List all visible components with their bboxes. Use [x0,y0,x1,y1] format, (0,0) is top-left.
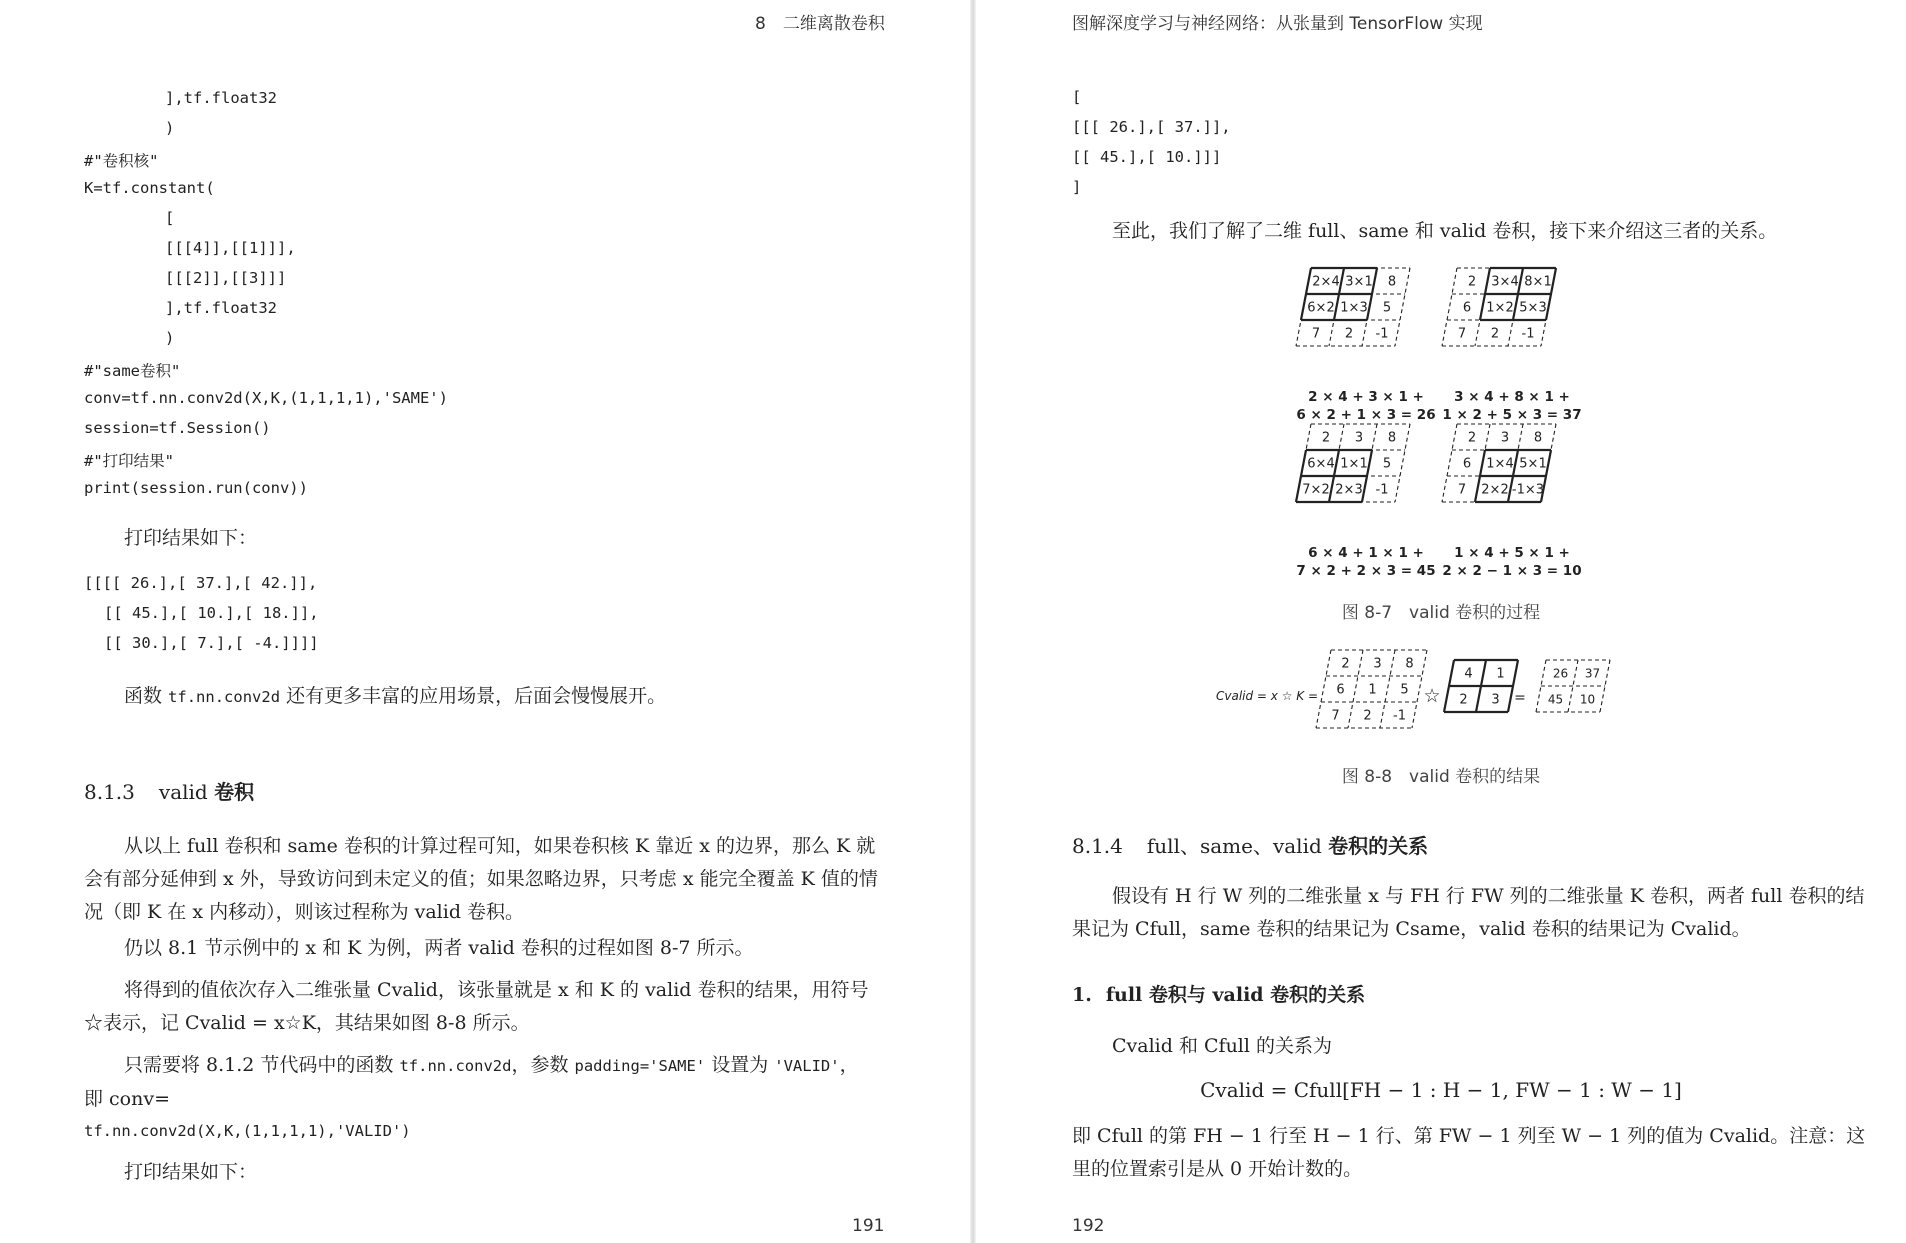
figure-8-8 [976,640,1906,750]
formula-panel-3: 6 × 4 + 1 × 1 + 7 × 2 + 2 × 3 = 45 [1296,545,1436,579]
output-line: [[ 45.],[ 10.]]] [1072,148,1222,166]
grid-cell-value: 1 [1368,682,1377,698]
grid-cell-value: 45 [1547,692,1564,707]
grid-cell-value: 5 [1400,682,1409,698]
grid-cell-value: 5×3 [1519,300,1547,316]
right-page [976,0,1906,1243]
grid-cell-value: 1×2 [1486,300,1514,316]
grid-cell-value: 6×2 [1307,300,1335,316]
output-line: [[ 45.],[ 10.],[ 18.]], [104,604,319,622]
result-matrix [1536,660,1610,712]
grid-cell-value: 1×3 [1340,300,1368,316]
grid-line [1442,424,1457,502]
grid-cell-value: 2 [1341,656,1350,672]
figure-8-8-caption: 图 8-8 valid 卷积的结果 [1341,767,1541,787]
grid-line [1316,650,1331,728]
paragraph: 仍以 8.1 节示例中的 x 和 K 为例，两者 valid 卷积的过程如图 8-7 所示。 [124,937,754,959]
x-matrix [1316,650,1427,728]
grid-cell-value: 6×4 [1307,456,1335,472]
paragraph: 即 Cfull 的第 FH − 1 行至 H − 1 行、第 FW − 1 列至 W − 1 列的值为 Cvalid。注意：这里的位置索引是从 0 开始计数的。 [1072,1125,1866,1180]
grid-cell-value: 6 [1462,300,1472,316]
code-line: [[[2]],[[3]]] [165,269,287,287]
grid-cell-value: 7×2 [1302,482,1330,498]
grid-line [1442,268,1457,346]
grid-cell-value: 6 [1336,682,1345,698]
output-line: [ [1072,88,1082,106]
intro-paragraph: 至此，我们了解了二维 full、same 和 valid 卷积，接下来介绍这三者的关系。 [1112,220,1778,242]
grid-line [1395,268,1410,346]
paragraph: 只需要将 8.1.2 节代码中的函数 tf.nn.conv2d，参数 padding='SAME' 设置为 'VALID'， [124,1054,859,1076]
print-intro: 打印结果如下： [124,1161,258,1183]
paragraph: 将得到的值依次存入二维张量 Cvalid，该张量就是 x 和 K 的 valid 卷积的结果，用符号☆表示，记 Cvalid = x☆K，其结果如图 8-8 所示。 [84,979,869,1034]
grid-cell-value: 2 [1344,326,1354,342]
code-line: [[[4]],[[1]]], [165,239,296,257]
grid-cell-value: 8 [1533,430,1543,446]
valid-conv-star-operator: ☆ [1423,685,1441,707]
figure-8-8-diagram [976,640,1906,750]
grid-cell-value: 7 [1457,326,1467,342]
grid-cell-value: 3 [1491,692,1500,708]
output-line: [[[[ 26.],[ 37.],[ 42.]], [84,574,318,592]
grid-cell-value: 6 [1462,456,1472,472]
grid-cell-value: 37 [1584,666,1601,681]
grid-cell-value: 3 [1373,656,1382,672]
equals-sign: = [1514,690,1526,706]
grid-cell-value: 8 [1387,430,1397,446]
grid-cell-value: 5 [1382,300,1392,316]
code-line: session=tf.Session() [84,419,271,437]
code-line: [ [165,209,175,227]
function-note: 函数 tf.nn.conv2d 还有更多丰富的应用场景，后面会慢慢展开。 [124,685,667,707]
grid-cell-value: 2 [1467,274,1477,290]
code-line: ) [165,329,175,347]
figure-8-7-diagram [976,258,1906,593]
grid-cell-value: 7 [1331,708,1340,724]
page-number: 192 [1072,1216,1105,1236]
page-number: 191 [852,1216,885,1236]
running-header: 8 二维离散卷积 [755,14,885,34]
formula-panel-1: 2 × 4 + 3 × 1 + 6 × 2 + 1 × 3 = 26 [1296,389,1436,423]
grid-cell-value: 2 [1321,430,1331,446]
running-header: 图解深度学习与神经网络：从张量到 TensorFlow 实现 [1072,14,1483,34]
grid-cell-value: 3 [1354,430,1364,446]
code-line: ],tf.float32 [165,299,277,317]
output-line: [[ 30.],[ 7.],[ -4.]]]] [104,634,319,652]
paragraph: 从以上 full 卷积和 same 卷积的计算过程可知，如果卷积核 K 靠近 x 的边界，那么 K 就会有部分延伸到 x 外，导致访问到未定义的值；如果忽略边界，只考虑 x 能完全覆盖 K 值的情况（即 K 在 x 内移动），则该过程称为 valid 卷积。 [84,835,878,923]
code-line: K=tf.constant( [84,179,215,197]
grid-cell-value: -1 [1521,326,1535,342]
grid-cell-value: 8 [1387,274,1397,290]
valid-step-panel-1 [1296,268,1410,346]
grid-cell-value: 8×1 [1524,274,1552,290]
grid-cell-value: 4 [1464,666,1473,682]
grid-cell-value: 2 [1467,430,1477,446]
relation-line: Cvalid 和 Cfull 的关系为 [1112,1035,1332,1057]
output-line: [[[ 26.],[ 37.]], [1072,118,1231,136]
section-heading-8-1-4: 8.1.4 full、same、valid 卷积的关系 [1072,834,1429,858]
grid-cell-value: 2×2 [1481,482,1509,498]
grid-cell-value: 2 [1363,708,1372,724]
grid-line [1395,424,1410,502]
output-line: ] [1072,178,1082,196]
code-line: conv=tf.nn.conv2d(X,K,(1,1,1,1),'SAME') [84,389,448,407]
grid-cell-value: -1 [1393,708,1406,724]
grid-cell-value: 8 [1405,656,1414,672]
paragraph: 假设有 H 行 W 列的二维张量 x 与 FH 行 FW 列的二维张量 K 卷积，两者 full 卷积的结果记为 Cfull，same 卷积的结果记为 Csame，valid 卷积的结果记为 Cvalid。 [1072,885,1865,940]
section-heading-8-1-3: 8.1.3 valid 卷积 [84,780,255,804]
equation-lhs: Cvalid = x ☆ K = [1216,689,1319,703]
grid-cell-value: 10 [1579,692,1596,707]
code-line: ) [165,119,175,137]
figure-8-7-caption: 图 8-7 valid 卷积的过程 [1341,603,1541,623]
code-line: tf.nn.conv2d(X,K,(1,1,1,1),'VALID') [84,1122,411,1140]
figure-8-7 [976,258,1906,593]
print-intro: 打印结果如下： [124,527,258,549]
k-matrix [1444,660,1518,712]
grid-cell-value: 1 [1496,666,1505,682]
valid-step-panel-2 [1442,268,1556,346]
subsection-heading: 1. full 卷积与 valid 卷积的关系 [1072,984,1366,1006]
grid-cell-value: 3 [1500,430,1510,446]
code-line: #"打印结果" [84,452,174,470]
grid-line [1348,650,1363,728]
code-line: #"卷积核" [84,152,159,170]
paragraph-continued: 即 conv= [84,1088,171,1110]
grid-cell-value: 2×4 [1312,274,1340,290]
grid-cell-value: 7 [1457,482,1467,498]
grid-cell-value: -1 [1375,482,1389,498]
valid-step-panel-3 [1296,424,1410,502]
grid-cell-value: 3×4 [1491,274,1519,290]
grid-cell-value: 2×3 [1335,482,1363,498]
grid-cell-value: -1 [1375,326,1389,342]
formula-panel-4: 1 × 4 + 5 × 1 + 2 × 2 − 1 × 3 = 10 [1442,545,1582,579]
grid-cell-value: -1×3 [1511,482,1545,498]
grid-cell-value: 2 [1490,326,1500,342]
grid-cell-value: 1×1 [1340,456,1368,472]
valid-step-panel-4 [1442,424,1556,502]
code-line: print(session.run(conv)) [84,479,308,497]
grid-cell-value: 5×1 [1519,456,1547,472]
grid-cell-value: 26 [1552,666,1569,681]
code-line: #"same卷积" [84,362,181,380]
code-line: ],tf.float32 [165,89,277,107]
grid-cell-value: 7 [1311,326,1321,342]
grid-cell-value: 1×4 [1486,456,1514,472]
formula-panel-2: 3 × 4 + 8 × 1 + 1 × 2 + 5 × 3 = 37 [1442,389,1582,423]
grid-cell-value: 3×1 [1345,274,1373,290]
grid-cell-value: 5 [1382,456,1392,472]
grid-cell-value: 2 [1459,692,1468,708]
equation: Cvalid = Cfull[FH − 1 : H − 1, FW − 1 : W − 1] [1200,1078,1682,1102]
